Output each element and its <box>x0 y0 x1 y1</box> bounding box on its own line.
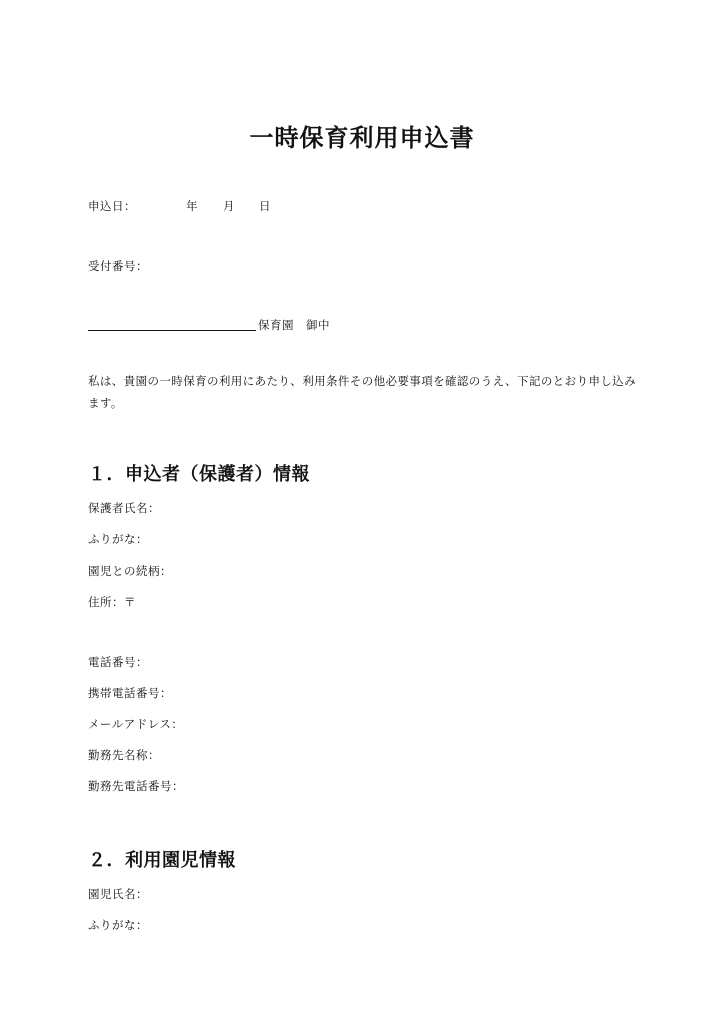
relationship-label: 園児との続柄： <box>88 564 172 578</box>
nursery-addressee-suffix: 保育園 御中 <box>258 318 330 332</box>
workplace-phone-label: 勤務先電話番号： <box>88 779 184 793</box>
nursery-name-blank <box>88 330 256 331</box>
address-label: 住所：〒 <box>88 595 136 609</box>
mobile-phone-label: 携帯電話番号： <box>88 686 172 700</box>
child-name-label: 園児氏名： <box>88 887 148 901</box>
email-label: メールアドレス： <box>88 717 184 731</box>
guardian-name-label: 保護者氏名： <box>88 501 160 515</box>
workplace-name-label: 勤務先名称： <box>88 748 160 762</box>
year-label: 年 <box>186 199 198 213</box>
intro-paragraph: 私は、貴園の一時保育の利用にあたり、利用条件その他必要事項を確認のうえ、下記のとおり申し込みます。 <box>88 374 637 410</box>
day-label: 日 <box>259 199 271 213</box>
section2-heading: ２．利用園児情報 <box>88 850 236 871</box>
receipt-number-label: 受付番号： <box>88 259 148 273</box>
section1-heading: １．申込者（保護者）情報 <box>88 464 310 485</box>
guardian-furigana-label: ふりがな： <box>88 532 148 546</box>
document-title: 一時保育利用申込書 <box>249 124 475 152</box>
child-furigana-label: ふりがな： <box>88 918 148 932</box>
month-label: 月 <box>223 199 235 213</box>
application-date-label: 申込日： <box>88 199 136 213</box>
phone-label: 電話番号： <box>88 655 148 669</box>
